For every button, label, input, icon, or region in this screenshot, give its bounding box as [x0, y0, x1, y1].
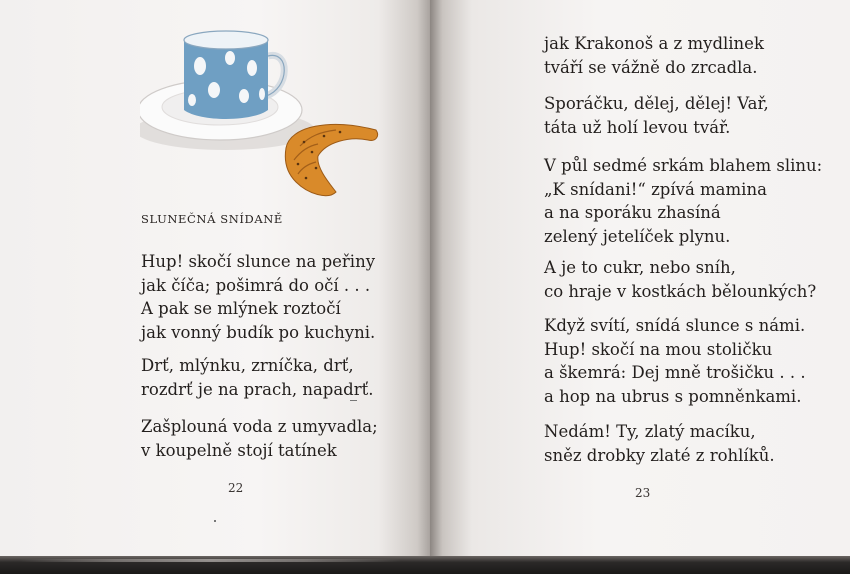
- verse-line: Drť, mlýnku, zrníčka, drť,: [141, 356, 354, 375]
- left-stanza-3: [141, 415, 378, 462]
- verse-line: jak číča; pošimrá do očí . . .: [141, 275, 371, 295]
- page-number-right: 23: [635, 486, 651, 500]
- right-stanza-3: [544, 154, 822, 248]
- verse-line: táta už holí levou tvář.: [544, 117, 731, 137]
- right-stanza-4: [544, 256, 816, 303]
- right-stanza-1: [544, 32, 764, 79]
- print-speck: [350, 400, 357, 401]
- verse-line: rozdrť je na prach, napadrť.: [141, 379, 374, 399]
- book-bottom-edge: [0, 556, 850, 574]
- verse-line: co hraje v kostkách bělounkých?: [544, 281, 817, 301]
- verse-line: V půl sedmé srkám blahem slinu:: [544, 156, 823, 175]
- verse-line: a škemrá: Dej mně trošičku . . .: [544, 363, 806, 382]
- verse-line: A pak se mlýnek roztočí: [141, 299, 341, 318]
- verse-line: Hup! skočí na mou stoličku: [544, 339, 773, 359]
- cup-saucer-croissant-illustration: [140, 18, 390, 208]
- verse-line: Když svítí, snídá slunce s námi.: [544, 316, 806, 335]
- verse-line: Sporáčku, dělej, dělej! Vař,: [544, 94, 769, 113]
- right-stanza-5: [544, 314, 806, 408]
- left-stanza-2: [141, 354, 374, 401]
- right-stanza-2: [544, 92, 769, 139]
- poem-title: SLUNEČNÁ SNÍDANĚ: [141, 212, 283, 226]
- print-speck: [214, 520, 216, 522]
- verse-line: „K snídani!“ zpívá mamina: [544, 179, 767, 199]
- right-stanza-6: [544, 420, 775, 467]
- verse-line: Nedám! Ty, zlatý macíku,: [544, 422, 756, 441]
- verse-line: Zašplouná voda z umyvadla;: [141, 417, 378, 436]
- verse-line: zelený jetelíček plynu.: [544, 226, 731, 246]
- verse-line: Hup! skočí slunce na peřiny: [141, 252, 376, 271]
- left-page: [0, 0, 430, 558]
- verse-line: v koupelně stojí tatínek: [141, 440, 337, 460]
- verse-line: jak Krakonoš a z mydlinek: [544, 34, 764, 53]
- verse-line: tváří se vážně do zrcadla.: [544, 57, 758, 77]
- page-number-left: 22: [228, 481, 244, 495]
- verse-line: jak vonný budík po kuchyni.: [141, 322, 376, 342]
- verse-line: a na sporáku zhasíná: [544, 203, 721, 222]
- verse-line: a hop na ubrus s pomněnkami.: [544, 386, 802, 406]
- verse-line: sněz drobky zlaté z rohlíků.: [544, 445, 775, 465]
- left-stanza-1: [141, 250, 375, 344]
- right-page: [430, 0, 850, 558]
- verse-line: A je to cukr, nebo sníh,: [544, 258, 736, 277]
